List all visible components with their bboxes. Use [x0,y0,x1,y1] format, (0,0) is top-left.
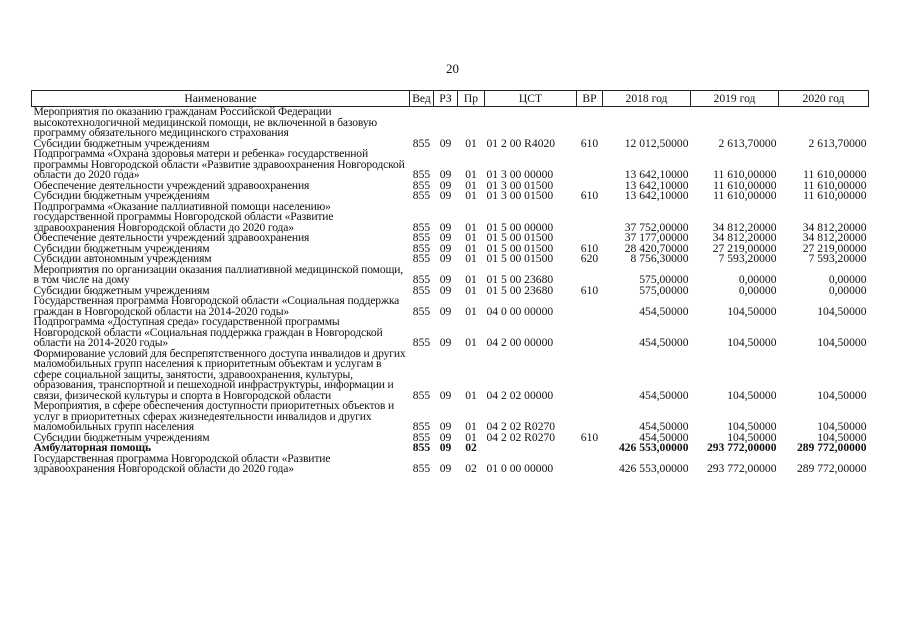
row-2019: 11 610,00000 [713,168,777,181]
col-header-rz: РЗ [434,91,458,107]
row-vr: 610 [580,283,599,297]
row-cst [485,107,577,139]
row-vr: 610 [580,136,599,150]
row-2018: 13 642,10000 [624,178,689,192]
col-header-2020: 2020 год [779,91,869,107]
row-name: Государственная программа Новгородской области «Развитие здравоохранения Новгородской области до 2020 года» [33,451,331,475]
row-rz: 09 [439,220,452,234]
row-pr: 01 [465,304,477,318]
row-pr: 02 [465,462,477,475]
row-rz: 09 [439,283,452,297]
row-rz: 09 [439,252,452,265]
row-vr [577,317,603,349]
col-header-vr: ВР [577,91,603,107]
table-row [32,107,869,139]
row-rz: 09 [439,336,452,349]
row-2020: 0,00000 [828,283,867,297]
row-rz: 09 [439,304,452,318]
row-2018: 454,50000 [639,304,689,318]
row-pr: 01 [465,420,477,433]
row-ved: 855 [412,420,431,433]
row-pr: 01 [465,189,477,202]
table-row [32,349,869,402]
table-row [32,296,869,317]
col-header-pr: Пр [458,91,485,107]
row-rz: 09 [439,136,452,150]
row-ved: 855 [412,178,431,192]
table-row [32,401,869,433]
row-vr: 610 [580,241,599,255]
row-rz: 09 [439,430,452,444]
row-ved: 855 [412,241,431,255]
row-vr [577,265,603,286]
row-pr: 01 [465,136,477,150]
row-ved: 855 [412,430,431,444]
row-cst: 01 5 00 01500 [486,252,554,265]
row-rz: 09 [439,462,452,475]
row-2018: 575,00000 [639,283,689,297]
row-cst: 04 2 00 00000 [486,336,554,349]
row-2019: 11 610,00000 [713,178,777,192]
row-2020: 2 613,70000 [808,136,867,150]
budget-table [31,90,869,475]
row-name: Подпрограмма «Охрана здоровья матери и ребенка» государственной программы Новгородской области «Развитие здравоохранения Новгородской области до 2020 года» [33,147,405,181]
row-ved [410,107,434,139]
row-cst: 01 2 00 R4020 [486,136,556,150]
row-name: Мероприятия по оказанию гражданам Российской Федерации высокотехнологичной медицинской помощи, не включенной в базовую программу обязательного медицинского страхования [33,105,378,139]
row-cst: 01 3 00 00000 [486,168,554,181]
row-name: Амбулаторная помощь [33,441,151,454]
row-vr [577,349,603,402]
row-2020: 104,50000 [817,388,867,402]
row-2020 [779,107,869,139]
row-2020: 11 610,00000 [803,178,867,192]
row-2020: 104,50000 [817,304,867,318]
row-ved: 855 [412,273,431,286]
row-ved: 855 [412,168,431,181]
row-name: Субсидии бюджетным учреждениям [33,136,210,150]
row-pr: 02 [465,441,477,454]
row-2020: 0,00000 [828,273,867,286]
row-name: Субсидии бюджетным учреждениям [33,430,210,444]
row-cst: 01 5 00 23680 [486,273,554,286]
row-rz [434,107,458,139]
row-vr [577,107,603,139]
row-2020: 34 812,20000 [802,231,867,244]
row-vr [577,443,603,454]
row-2019: 0,00000 [738,273,777,286]
row-2018: 37 177,00000 [624,231,689,244]
row-cst: 01 5 00 01500 [486,231,554,244]
row-2018: 454,50000 [639,336,689,349]
row-pr [458,107,485,139]
row-2018: 8 756,30000 [630,252,689,265]
table-row [32,202,869,234]
row-cst: 04 2 02 00000 [486,388,554,402]
row-ved: 855 [412,252,431,265]
row-2020: 289 772,00000 [796,462,867,475]
row-2019 [691,107,779,139]
row-cst: 01 5 00 23680 [486,283,554,297]
row-2020: 104,50000 [817,420,867,433]
row-2019: 0,00000 [738,283,777,297]
row-cst: 04 0 00 00000 [486,304,554,318]
table-row [32,317,869,349]
row-cst: 01 0 00 00000 [486,462,554,475]
row-2018: 426 553,00000 [618,441,689,454]
row-2018: 426 553,00000 [618,462,689,475]
row-2018: 454,50000 [639,420,689,433]
row-2018 [603,107,691,139]
row-cst: 01 3 00 01500 [486,178,554,192]
row-ved: 855 [412,336,431,349]
row-rz: 09 [439,168,452,181]
row-vr: 610 [580,189,599,202]
col-header-2019: 2019 год [691,91,779,107]
row-name: Обеспечение деятельности учреждений здравоохранения [33,231,310,244]
row-2019: 27 219,00000 [712,241,777,255]
page-number: 20 [446,61,459,76]
table-row [32,265,869,286]
row-ved: 855 [412,441,431,454]
col-header-2018: 2018 год [603,91,691,107]
row-ved: 855 [412,189,431,202]
row-rz: 09 [439,420,452,433]
row-pr: 01 [465,273,477,286]
row-2019: 104,50000 [727,388,777,402]
row-name: Государственная программа Новгородской области «Социальная поддержка граждан в Новгородской области на 2014-2020 годы» [33,294,400,318]
row-rz: 09 [439,441,452,454]
row-2018: 12 012,50000 [624,136,689,150]
row-pr: 01 [465,388,477,402]
row-vr [577,401,603,433]
row-vr [577,296,603,317]
row-rz: 09 [439,178,452,192]
row-cst: 04 2 02 R0270 [486,420,556,433]
row-2018: 575,00000 [639,273,689,286]
row-2020: 11 610,00000 [803,189,867,202]
row-name: Подпрограмма «Оказание паллиативной помощи населению» государственной программы Новгородской области «Развитие здравоохранения Новгородской области до 2020 года» [33,199,334,234]
row-ved: 855 [412,220,431,234]
row-name: Субсидии бюджетным учреждениям [33,189,210,202]
row-vr: 610 [580,430,599,444]
row-2018: 13 642,10000 [624,189,689,202]
row-2019: 2 613,70000 [718,136,777,150]
row-2020: 104,50000 [817,430,867,444]
row-name: Подпрограмма «Доступная среда» государственной программы Новгородской области «Социальная поддержка граждан в Новгородской области на 2014-2020 годы» [33,315,383,349]
row-rz: 09 [439,189,452,202]
col-header-name: Наименование [32,91,410,107]
row-2018: 37 752,00000 [624,220,689,234]
row-name: Мероприятия, в сфере обеспечения доступности приоритетных объектов и услуг в приоритетных сферах жизнедеятельности инвалидов и других маломобильных групп населения [33,399,395,433]
row-name: Мероприятия по организации оказания паллиативной медицинской помощи, в том числе на дому [33,262,404,286]
row-2018: 13 642,10000 [624,168,689,181]
row-ved: 855 [412,304,431,318]
row-ved: 855 [412,231,431,244]
row-name: Субсидии бюджетным учреждениям [33,241,210,255]
row-cst: 04 2 02 R0270 [486,430,556,444]
row-2019: 104,50000 [727,304,777,318]
row-cst: 01 5 00 01500 [486,241,554,255]
table-body [32,107,869,475]
row-pr: 01 [465,430,477,444]
row-name: Формирование условий для беспрепятственного доступа инвалидов и других маломобильных групп населения к приоритетным объектам и услугам в сфере социальной защиты, занятости, здравоохранения, культуры, образования, транспортной и пешеходной инфраструктуры, информации и связи, физической культуры и спорта в Новгородской области [33,346,406,402]
row-2018: 454,50000 [639,388,689,402]
row-vr: 620 [580,252,599,265]
row-pr: 01 [465,283,477,297]
col-header-cst: ЦСТ [485,91,577,107]
row-2020: 289 772,00000 [796,441,867,454]
row-pr: 01 [465,231,477,244]
row-2019: 104,50000 [727,336,777,349]
row-pr: 01 [465,168,477,181]
row-rz: 09 [439,273,452,286]
row-2019: 11 610,00000 [713,189,777,202]
row-2020: 7 593,20000 [808,252,867,265]
row-2019: 34 812,20000 [712,220,777,234]
row-rz: 09 [439,388,452,402]
row-cst: 01 3 00 01500 [486,189,554,202]
row-name: Субсидии бюджетным учреждениям [33,283,210,297]
row-2019: 7 593,20000 [718,252,777,265]
row-2018: 454,50000 [639,430,689,444]
row-2019: 293 772,00000 [706,441,777,454]
row-2019: 104,50000 [727,420,777,433]
row-2020: 34 812,20000 [802,220,867,234]
row-ved: 855 [412,462,431,475]
row-pr: 01 [465,252,477,265]
row-name: Субсидии автономным учреждениям [33,252,212,265]
row-2019: 104,50000 [727,430,777,444]
row-pr: 01 [465,241,477,255]
row-vr [577,149,603,181]
row-cst [485,443,577,454]
row-vr [577,454,603,475]
row-pr: 01 [465,178,477,192]
table-row [32,454,869,475]
row-2020: 104,50000 [817,336,867,349]
row-ved: 855 [412,136,431,150]
row-name: Обеспечение деятельности учреждений здравоохранения [33,178,310,192]
row-2018: 28 420,70000 [624,241,689,255]
row-cst: 01 5 00 00000 [486,220,554,234]
row-2019: 34 812,20000 [712,231,777,244]
row-ved: 855 [412,283,431,297]
col-header-ved: Вед [410,91,434,107]
row-rz: 09 [439,231,452,244]
row-rz: 09 [439,241,452,255]
row-ved: 855 [412,388,431,402]
row-pr: 01 [465,336,477,349]
table-row [32,149,869,181]
row-2020: 27 219,00000 [802,241,867,255]
row-2019: 293 772,00000 [706,462,777,475]
row-pr: 01 [465,220,477,234]
row-vr [577,202,603,234]
row-2020: 11 610,00000 [803,168,867,181]
